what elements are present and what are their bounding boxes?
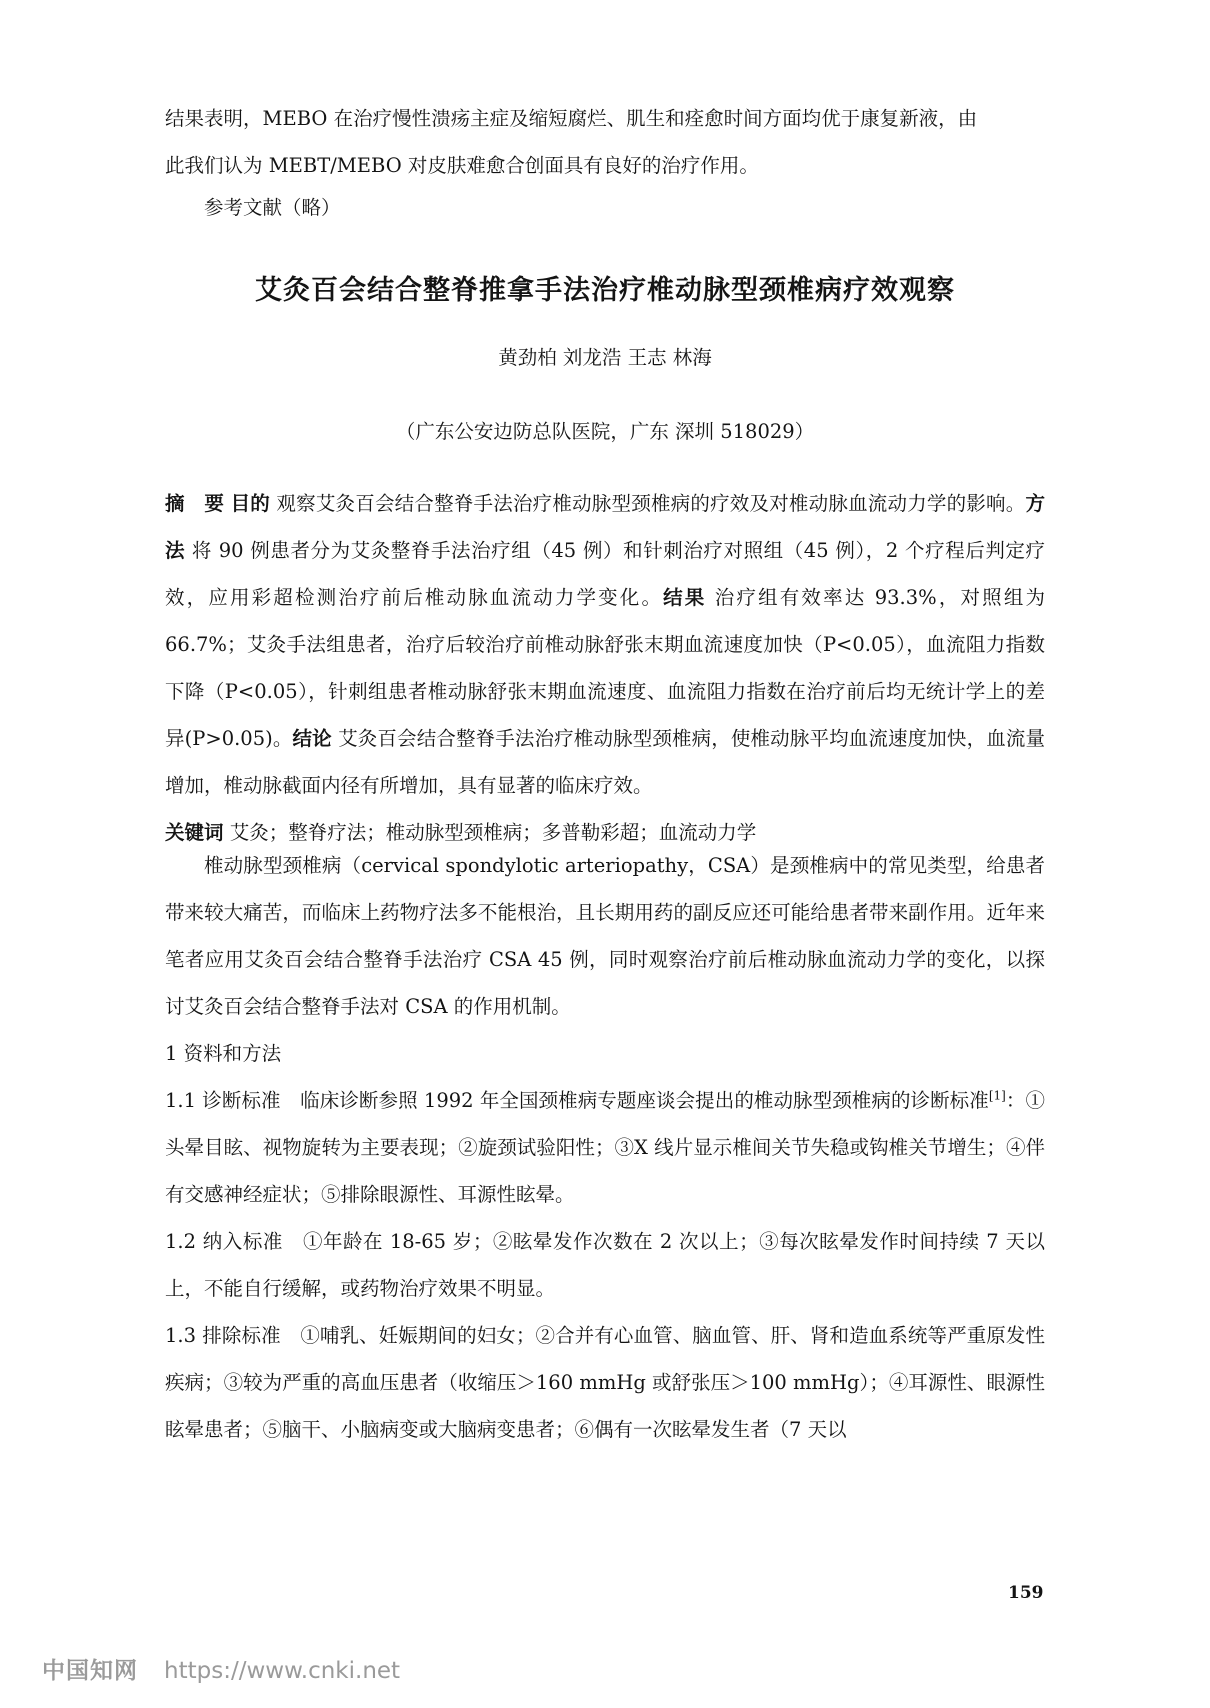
abstract [165,480,1045,856]
objective-text: 观察艾灸百会结合整脊手法治疗椎动脉型颈椎病的疗效及对椎动脉血流动力学的影响。 [270,492,1026,515]
article-title: 艾灸百会结合整脊推拿手法治疗椎动脉型颈椎病疗效观察 [255,275,955,306]
section-1-3 [165,1312,1045,1453]
methods-text: 将 90 例患者分为艾灸整脊手法治疗组（45 例）和针刺治疗对照组（45 例），2 个疗程后判定疗效，应用彩超检测治疗前后椎动脉血流动力学变化。 [165,539,1045,609]
references-note: 参考文献（略） [204,196,341,219]
cnki-url[interactable]: https://www.cnki.net [164,1658,401,1684]
previous-article-tail [165,95,1045,227]
conclusion-text: 艾灸百会结合整脊手法治疗椎动脉型颈椎病，使椎动脉平均血流速度加快，血流量增加，椎动脉截面内径有所增加，具有显著的临床疗效。 [165,727,1045,797]
citation-ref: [1] [988,1088,1006,1103]
objective-label: 目的 [230,492,270,515]
section-1-1-label: 1.1 诊断标准 [165,1089,281,1112]
article-affiliation: （广东公安边防总队医院，广东 深圳 518029） [395,420,815,443]
keywords-text: 艾灸；整脊疗法；椎动脉型颈椎病；多普勒彩超；血流动力学 [223,821,757,844]
article-authors: 黄劲柏 刘龙浩 王志 林海 [498,346,712,369]
section-1-1 [165,1077,1045,1218]
abstract-label: 摘 要 [165,492,225,515]
page-number: 159 [1008,1583,1044,1603]
results-text: 治疗组有效率达 93.3%，对照组为 66.7%；艾灸手法组患者，治疗后较治疗前椎动脉舒张末期血流速度加快（P<0.05），血流阻力指数下降（P<0.05），针刺组患者椎动脉舒张末期血流速度、血流阻力指数在治疗前后均无统计学上的差异(P>0.05)。 [165,586,1045,750]
section-1-2 [165,1218,1045,1312]
section-1-1-text-a: 临床诊断参照 1992 年全国颈椎病专题座谈会提出的椎动脉型颈椎病的诊断标准 [280,1089,989,1112]
previous-conclusion-line-2: 此我们认为 MEBT/MEBO 对皮肤难愈合创面具有良好的治疗作用。 [165,154,759,177]
article-body [165,842,1045,1453]
section-1-3-text: ①哺乳、妊娠期间的妇女；②合并有心血管、脑血管、肝、肾和造血系统等严重原发性疾病；③较为严重的高血压患者（收缩压＞160 mmHg 或舒张压＞100 mmHg）；④耳源性、眼源性眩晕患者；⑤脑干、小脑病变或大脑病变患者；⑥偶有一次眩晕发生者（7 天以 [165,1324,1045,1441]
previous-conclusion-line-1: 结果表明，MEBO 在治疗慢性溃疡主症及缩短腐烂、肌生和痊愈时间方面均优于康复新液，由 [165,107,978,130]
section-1-2-text: ①年龄在 18-65 岁；②眩晕发作次数在 2 次以上；③每次眩晕发作时间持续 7 天以上，不能自行缓解，或药物治疗效果不明显。 [165,1230,1045,1300]
cnki-logo: 中国知网 [42,1658,138,1684]
section-1-2-label: 1.2 纳入标准 [165,1230,283,1253]
results-label: 结果 [663,586,707,609]
methods-label: 方法 [165,492,1045,562]
section-1-3-label: 1.3 排除标准 [165,1324,281,1347]
section-1-1-text-b: ：①头晕目眩、视物旋转为主要表现；②旋颈试验阳性；③X 线片显示椎间关节失稳或钩椎关节增生；④伴有交感神经症状；⑤排除眼源性、耳源性眩晕。 [165,1089,1045,1206]
section-1-heading: 1 资料和方法 [165,1042,282,1065]
keywords-label: 关键词 [165,821,224,844]
intro-paragraph: 椎动脉型颈椎病（cervical spondylotic arteriopathy，CSA）是颈椎病中的常见类型，给患者带来较大痛苦，而临床上药物疗法多不能根治，且长期用药的副反应还可能给患者带来副作用。近年来笔者应用艾灸百会结合整脊手法治疗 CSA 45 例，同时观察治疗前后椎动脉血流动力学的变化，以探讨艾灸百会结合整脊手法对 CSA 的作用机制。 [165,854,1045,1018]
conclusion-label: 结论 [292,727,332,750]
cnki-watermark [42,1652,400,1685]
